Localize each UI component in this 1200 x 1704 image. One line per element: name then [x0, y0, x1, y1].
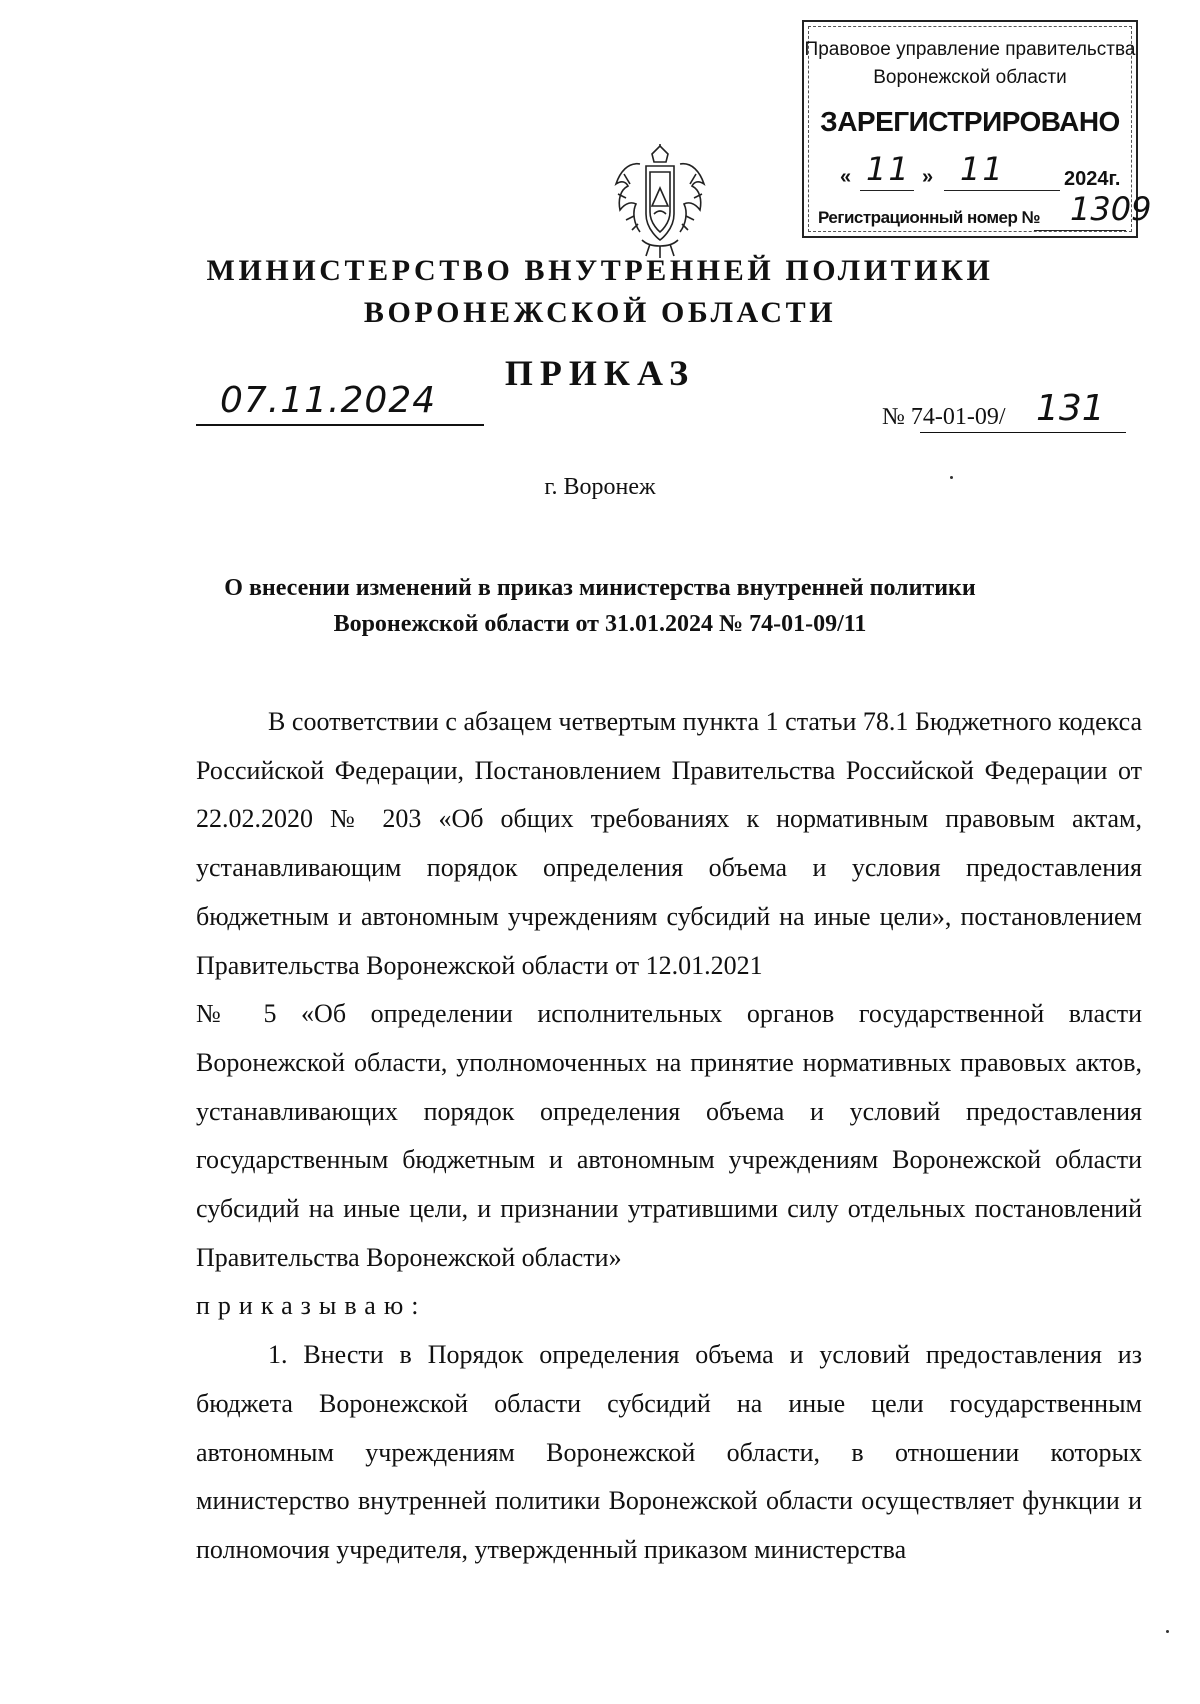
stamp-status: ЗАРЕГИСТРИРОВАНО [820, 106, 1120, 137]
coat-of-arms-icon [610, 144, 710, 260]
order-subject [0, 570, 1200, 642]
order-date: 07.11.2024 [220, 380, 437, 421]
stamp-org-line1: Правовое управление правительства [804, 39, 1136, 60]
order-number-prefix: № 74-01-09/ [882, 404, 1006, 430]
stamp-month: 11 [960, 150, 1005, 188]
stamp-day: 11 [866, 150, 911, 188]
document-body [196, 698, 1142, 1575]
scan-speck [1166, 1630, 1169, 1633]
ministry-title [0, 250, 1200, 334]
order-number: 131 [1036, 388, 1105, 429]
body-paragraph-2: № 5 «Об определении исполнительных органов государственной власти Воронежской области, уполномоченных на принятие нормативных правовых актов, устанавливающих порядок определения объема и условий предоставления государственным бюджетным и автономным учреждениям Воронежской области субсидий на иные цели, и признании утратившими силу отдельных постановлений Правительства Воронежской области» [196, 999, 1142, 1272]
stamp-reg-number: 1309 [1070, 190, 1152, 228]
stamp-date [832, 150, 1122, 194]
body-paragraph-3: 1. Внести в Порядок определения объема и условий предоставления из бюджета Воронежской области субсидий на иные цели государственным автономным учреждениям Воронежской области, в отношении которых министерство внутренней политики Воронежской области осуществляет функции и полномочия учредителя, утвержденный приказом министерства [196, 1340, 1142, 1564]
stamp-org-line2: Воронежской области [873, 67, 1067, 88]
order-date-line [196, 424, 484, 426]
stamp-day-line [860, 190, 914, 191]
subject-line2: Воронежской области от 31.01.2024 № 74-01-09/11 [333, 611, 867, 637]
stamp-year: 2024г. [1064, 168, 1121, 190]
stamp-organization [804, 36, 1136, 92]
city-line: г. Воронеж [544, 474, 656, 500]
stamp-close-quote: » [922, 166, 934, 188]
registration-stamp [802, 20, 1152, 238]
order-number-line [920, 432, 1126, 433]
body-paragraph-1: В соответствии с абзацем четвертым пункта 1 статьи 78.1 Бюджетного кодекса Российской Федерации, Постановлением Правительства Российской Федерации от 22.02.2020 № 203 «Об общих требованиях к нормативным правовым актам, устанавливающим порядок определения объема и условия предоставления бюджетным и автономным учреждениям субсидий на иные цели», постановлением Правительства Воронежской области от 12.01.2021 [196, 707, 1142, 980]
order-title: ПРИКАЗ [504, 353, 696, 393]
stamp-month-line [944, 190, 1060, 191]
ministry-title-line1: МИНИСТЕРСТВО ВНУТРЕННЕЙ ПОЛИТИКИ [206, 254, 994, 287]
stamp-reg-line [1034, 230, 1126, 231]
order-word: приказываю: [196, 1291, 427, 1321]
ministry-title-line2: ВОРОНЕЖСКОЙ ОБЛАСТИ [363, 296, 837, 329]
subject-line1: О внесении изменений в приказ министерства внутренней политики [224, 575, 976, 601]
stamp-reg-label: Регистрационный номер № [818, 208, 1041, 227]
stamp-open-quote: « [840, 166, 852, 188]
